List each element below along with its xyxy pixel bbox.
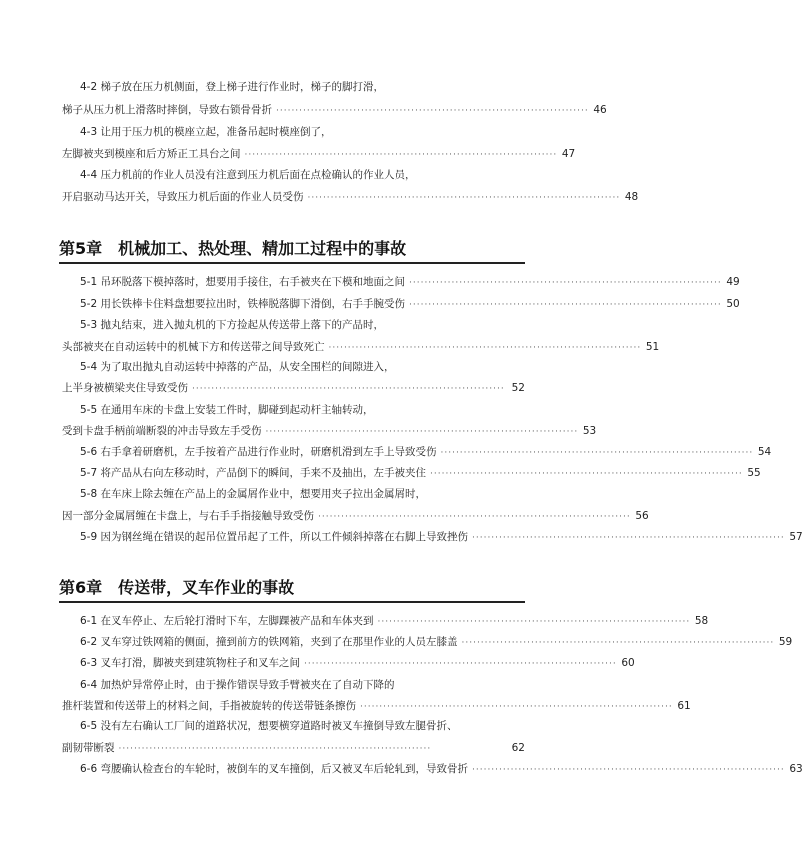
toc-entry-5-4-line1: 5-4 为了取出抛丸自动运转中掉落的产品，从安全围栏的间隙进入， <box>80 361 395 373</box>
toc-entry-5-2[interactable]: 5-2 用长铁棒卡住料盘想要拉出时，铁棒脱落脚下滑倒，右手手腕受伤 ················································································· 50 <box>80 298 740 310</box>
toc-entry-5-3-line1: 5-3 抛丸结束，进入抛丸机的下方捡起从传送带上落下的产品时， <box>80 319 384 331</box>
toc-entry-5-4-line2[interactable]: 上半身被横梁夹住导致受伤 ················································································· 52 <box>62 382 525 394</box>
page-number: 55 <box>747 467 761 479</box>
toc-entry-5-5-line1: 5-5 在通用车床的卡盘上安装工件时，脚碰到起动杆主轴转动， <box>80 404 374 416</box>
toc-entry-6-5-line2[interactable]: 副韧带断裂 ················································································· 62 <box>62 742 525 754</box>
page-number: 46 <box>593 104 607 116</box>
toc-entry-4-3-line1: 4-3 让用于压力机的模座立起，准备吊起时模座倒了， <box>80 126 332 138</box>
toc-entry-4-4-line2[interactable]: 开启驱动马达开关，导致压力机后面的作业人员受伤 ················································································· 48 <box>62 191 639 203</box>
toc-entry-5-1[interactable]: 5-1 吊环脱落下模掉落时，想要用手接住，右手被夹在下模和地面之间 ················································································· 49 <box>80 276 740 288</box>
chapter-6-heading[interactable]: 第6章 传送带，叉车作业的事故 <box>59 578 525 603</box>
leader-dots: ················································································· <box>472 533 785 543</box>
leader-dots: ················································································· <box>265 427 579 437</box>
leader-dots: ················································································· <box>304 659 617 669</box>
toc-entry-4-3-line2[interactable]: 左脚被夹到模座和后方矫正工具台之间 ················································································· 47 <box>62 148 576 160</box>
leader-dots: ················································································· <box>307 193 621 203</box>
page-number: 56 <box>635 510 649 522</box>
toc-entry-5-5-line2[interactable]: 受到卡盘手柄前端断裂的冲击导致左手受伤 ················································································· 53 <box>62 425 597 437</box>
page-number: 63 <box>789 763 803 775</box>
toc-entry-6-2[interactable]: 6-2 叉车穿过铁网箱的侧面，撞到前方的铁网箱，夹到了在那里作业的人员左膝盖 ················································································· 59 <box>80 636 793 648</box>
page-number: 57 <box>789 531 803 543</box>
toc-entry-5-8-line2[interactable]: 因一部分金属屑缠在卡盘上，与右手手指接触导致受伤 ················································································· 56 <box>62 510 649 522</box>
page-number: 59 <box>778 636 793 648</box>
leader-dots: ················································································· <box>377 617 691 627</box>
toc-entry-5-8-line1: 5-8 在车床上除去缠在产品上的金属屑作业中，想要用夹子拉出金属屑时， <box>80 488 426 500</box>
page-number: 60 <box>621 657 635 669</box>
leader-dots: ················································································· <box>440 448 754 458</box>
page-number: 50 <box>726 298 740 310</box>
page-number: 61 <box>677 700 691 712</box>
page-number: 47 <box>561 148 576 160</box>
toc-entry-4-2-line1: 4-2 梯子放在压力机侧面，登上梯子进行作业时，梯子的脚打滑， <box>80 81 384 93</box>
leader-dots: ················································································· <box>118 744 432 754</box>
toc-entry-6-4-line1: 6-4 加热炉异常停止时，由于操作错误导致手臂被夹在了自动下降的 <box>80 679 395 691</box>
leader-dots: ················································································· <box>360 702 673 712</box>
toc-entry-5-6[interactable]: 5-6 右手拿着研磨机，左手按着产品进行作业时，研磨机滑到左手上导致受伤 ················································································· 54 <box>80 446 772 458</box>
page-number: 51 <box>645 341 660 353</box>
leader-dots: ················································································· <box>244 150 558 160</box>
leader-dots: ················································································· <box>192 384 505 394</box>
leader-dots: ················································································· <box>318 512 631 522</box>
page-number: 53 <box>582 425 597 437</box>
leader-dots: ················································································· <box>472 765 785 775</box>
toc-entry-6-4-line2[interactable]: 推杆装置和传送带上的材料之间，手指被旋转的传送带链条擦伤 ················································································· 61 <box>62 700 691 712</box>
toc-entry-6-3[interactable]: 6-3 叉车打滑，脚被夹到建筑物柱子和叉车之间 ················································································· 60 <box>80 657 635 669</box>
toc-entry-5-9[interactable]: 5-9 因为钢丝绳在错误的起吊位置吊起了工件，所以工件倾斜掉落在右脚上导致挫伤 ················································································· 57 <box>80 531 803 543</box>
page-number: 62 <box>511 742 525 754</box>
toc-entry-5-7[interactable]: 5-7 将产品从右向左移动时，产品倒下的瞬间，手来不及抽出，左手被夹住 ················································································· 55 <box>80 467 761 479</box>
toc-entry-5-3-line2[interactable]: 头部被夹在自动运转中的机械下方和传送带之间导致死亡 ················································································· 51 <box>62 341 660 353</box>
page-number: 49 <box>726 276 740 288</box>
page-number: 52 <box>511 382 525 394</box>
page-number: 58 <box>694 615 709 627</box>
leader-dots: ················································································· <box>328 343 642 353</box>
leader-dots: ················································································· <box>276 106 589 116</box>
toc-entry-4-4-line1: 4-4 压力机前的作业人员没有注意到压力机后面在点检确认的作业人员， <box>80 169 416 181</box>
leader-dots: ················································································· <box>430 469 743 479</box>
page-number: 54 <box>757 446 772 458</box>
toc-entry-6-5-line1: 6-5 没有左右确认工厂间的道路状况，想要横穿道路时被叉车撞倒导致左腿骨折、 <box>80 720 458 732</box>
toc-entry-6-1[interactable]: 6-1 在叉车停止、左后轮打滑时下车，左脚踝被产品和车体夹到 ················································································· 58 <box>80 615 709 627</box>
chapter-5-heading[interactable]: 第5章 机械加工、热处理、精加工过程中的事故 <box>59 239 525 264</box>
toc-entry-6-6[interactable]: 6-6 弯腰确认检查台的车轮时，被倒车的叉车撞倒，后又被叉车后轮轧到，导致骨折 ················································································· 63 <box>80 763 803 775</box>
toc-entry-4-2-line2[interactable]: 梯子从压力机上滑落时摔倒，导致右锁骨骨折 ················································································· 46 <box>62 104 607 116</box>
leader-dots: ················································································· <box>461 638 775 648</box>
page-number: 48 <box>624 191 639 203</box>
leader-dots: ················································································· <box>409 300 722 310</box>
leader-dots: ················································································· <box>409 278 722 288</box>
